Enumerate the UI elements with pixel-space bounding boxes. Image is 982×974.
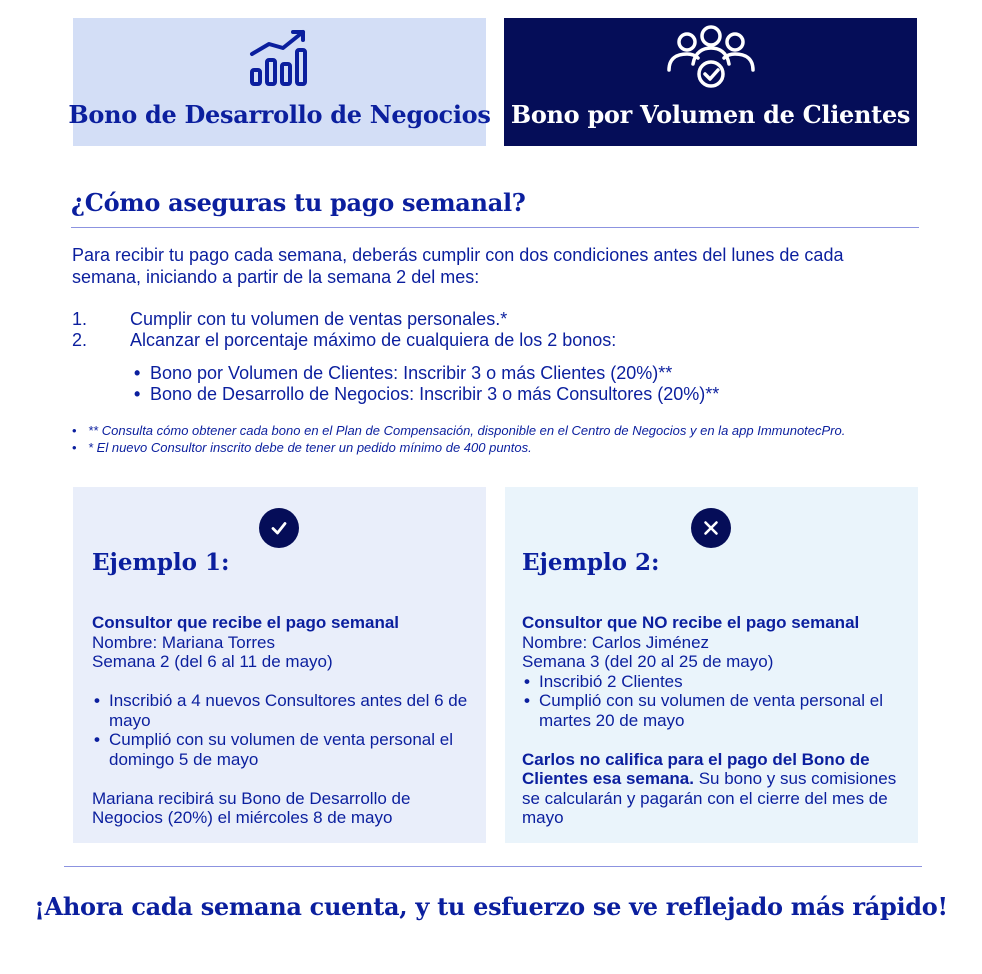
example-2-result-rest: Su bono y sus comisiones se calcularán y pagarán con el cierre del mes de mayo bbox=[522, 769, 897, 827]
section-divider bbox=[71, 227, 919, 228]
condition-number: 1. bbox=[72, 309, 88, 329]
business-development-bonus-title: Bono de Desarrollo de Negocios bbox=[68, 100, 491, 129]
example-2-title: Ejemplo 2: bbox=[522, 549, 660, 576]
example-2-result-bold: Carlos no califica para el pago del Bono de Clientes esa semana. bbox=[522, 749, 870, 788]
bonus-options-list bbox=[132, 363, 719, 405]
example-2-week: Semana 3 (del 20 al 25 de mayo) bbox=[522, 652, 774, 671]
condition-1 bbox=[72, 309, 912, 330]
example-1-result: Mariana recibirá su Bono de Desarrollo de Negocios (20%) el miércoles 8 de mayo bbox=[92, 788, 411, 827]
intro-paragraph: Para recibir tu pago cada semana, deberás cumplir con dos condiciones antes del lunes de cada semana, iniciando a partir de la semana 2 del mes: bbox=[72, 245, 844, 287]
bonus-option-clients: • Bono por Volumen de Clientes: Inscribir 3 o más Clientes (20%)** bbox=[132, 363, 719, 384]
example-1-card bbox=[73, 487, 486, 843]
list-item: • Inscribió 2 Clientes bbox=[522, 672, 902, 692]
conditions-list bbox=[72, 309, 912, 351]
condition-number: 2. bbox=[72, 330, 88, 350]
growth-chart-icon bbox=[249, 26, 311, 88]
business-development-bonus-card bbox=[68, 18, 491, 146]
condition-2 bbox=[72, 330, 912, 351]
client-volume-bonus-title: Bono por Volumen de Clientes bbox=[510, 100, 911, 129]
section-title: ¿Cómo aseguras tu pago semanal? bbox=[71, 188, 526, 217]
condition-text: Cumplir con tu volumen de ventas personales.* bbox=[130, 309, 508, 329]
x-circle-icon bbox=[691, 508, 731, 548]
example-2-items bbox=[522, 672, 902, 731]
client-volume-bonus-card bbox=[504, 18, 917, 146]
example-1-week: Semana 2 (del 6 al 11 de mayo) bbox=[92, 652, 333, 671]
example-2-card bbox=[505, 487, 918, 843]
example-1-items bbox=[92, 691, 472, 769]
example-2-result bbox=[522, 750, 902, 828]
footnotes bbox=[72, 422, 942, 456]
example-1-name: Nombre: Mariana Torres bbox=[92, 632, 275, 652]
bonus-option-consultants: • Bono de Desarrollo de Negocios: Inscribir 3 o más Consultores (20%)** bbox=[132, 384, 719, 405]
example-2-body bbox=[522, 613, 902, 828]
example-1-body bbox=[92, 613, 472, 828]
clients-check-icon bbox=[665, 26, 757, 88]
closing-message: ¡Ahora cada semana cuenta, y tu esfuerzo se ve reflejado más rápido! bbox=[34, 892, 948, 921]
list-item: • Cumplió con su volumen de venta personal el martes 20 de mayo bbox=[522, 691, 902, 730]
list-item: • Inscribió a 4 nuevos Consultores antes del 6 de mayo bbox=[92, 691, 472, 730]
check-circle-icon bbox=[259, 508, 299, 548]
footer-divider bbox=[64, 866, 922, 867]
example-2-heading: Consultor que NO recibe el pago semanal bbox=[522, 613, 860, 632]
footnote-double-star: • ** Consulta cómo obtener cada bono en el Plan de Compensación, disponible en el Centro de Negocios y en la app ImmunotecPro. bbox=[72, 422, 942, 439]
example-2-name: Nombre: Carlos Jiménez bbox=[522, 632, 710, 652]
example-1-heading: Consultor que recibe el pago semanal bbox=[92, 613, 400, 632]
example-1-title: Ejemplo 1: bbox=[92, 549, 230, 576]
condition-text: Alcanzar el porcentaje máximo de cualquiera de los 2 bonos: bbox=[130, 330, 617, 350]
list-item: • Cumplió con su volumen de venta personal el domingo 5 de mayo bbox=[92, 730, 472, 769]
footnote-single-star: • * El nuevo Consultor inscrito debe de tener un pedido mínimo de 400 puntos. bbox=[72, 439, 942, 456]
